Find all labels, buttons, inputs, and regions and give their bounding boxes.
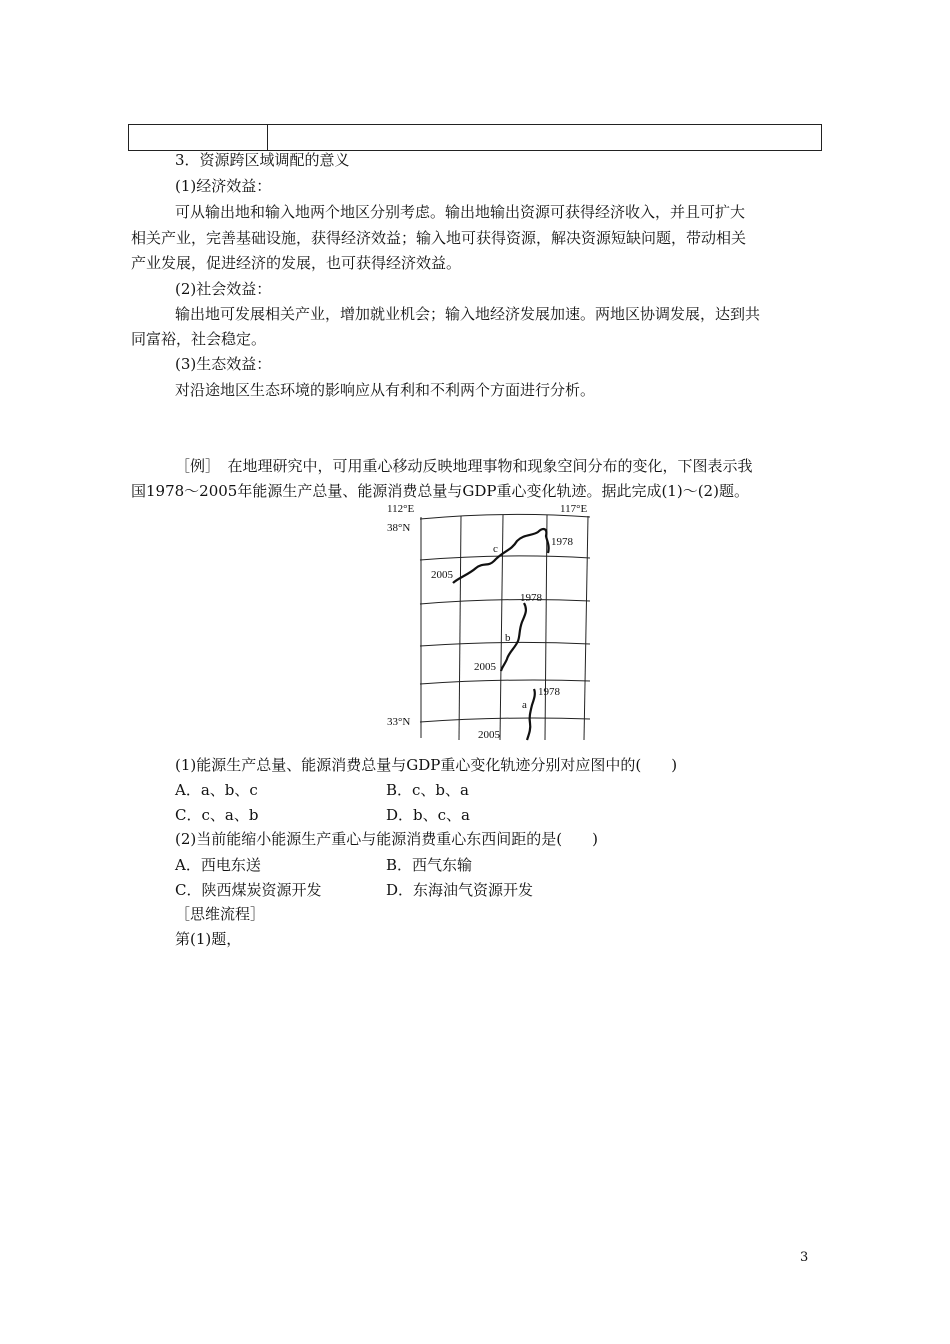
question-1-stem: (1)能源生产总量、能源消费总量与GDP重心变化轨迹分别对应图中的( ): [175, 756, 678, 774]
example-line-2: 国1978～2005年能源生产总量、能源消费总量与GDP重心变化轨迹。据此完成(1)～(2)题。: [131, 482, 749, 500]
thinking-process-title: ［思维流程］: [175, 905, 266, 923]
longitude-label-112: 112°E: [387, 503, 415, 515]
question-2-option-b: B．西气东输: [386, 856, 473, 874]
grid-latitude-line: [420, 514, 590, 519]
econ-line-1: 可从输出地和输入地两个地区分别考虑。输出地输出资源可获得经济收入，并且可扩大: [175, 203, 746, 221]
grid-latitude-line: [420, 556, 590, 560]
grid-longitude-line: [459, 516, 461, 740]
grid-longitude-line: [545, 515, 547, 740]
grid-longitude-line: [500, 515, 503, 740]
econ-line-3: 产业发展，促进经济的发展，也可获得经济效益。: [131, 254, 462, 272]
question-1-option-a: A．a、b、c: [175, 781, 258, 799]
curve-b-end-year: 2005: [474, 661, 496, 673]
grid-latitude-line: [420, 718, 590, 722]
longitude-label-117: 117°E: [560, 503, 588, 515]
social-line-2: 同富裕，社会稳定。: [131, 330, 267, 348]
question-2-option-d: D．东海油气资源开发: [386, 881, 534, 899]
social-title: (2)社会效益：: [175, 280, 272, 298]
grid-latitude-line: [420, 600, 590, 604]
question-2-option-c: C．陕西煤炭资源开发: [175, 881, 322, 899]
eco-title: (3)生态效益：: [175, 355, 272, 373]
trajectory-a: [527, 689, 535, 740]
question-2-option-a: A．西电东送: [175, 856, 261, 874]
econ-line-2: 相关产业，完善基础设施，获得经济效益；输入地可获得资源，解决资源短缺问题，带动相关: [131, 229, 747, 247]
curve-label-c: c: [493, 543, 498, 555]
curve-a-start-year: 1978: [538, 686, 560, 698]
curve-c-end-year: 2005: [431, 569, 453, 581]
econ-title: (1)经济效益：: [175, 177, 272, 195]
thinking-question-1: 第(1)题，: [175, 930, 242, 948]
curve-label-b: b: [505, 632, 511, 644]
curve-c-start-year: 1978: [551, 536, 573, 548]
curve-b-start-year: 1978: [520, 592, 542, 604]
curve-a-end-year: 2005: [478, 729, 500, 741]
latitude-label-33: 33°N: [387, 716, 411, 728]
page-number: 3: [800, 1250, 809, 1265]
question-1-option-c: C．c、a、b: [175, 806, 259, 824]
map-grid: [420, 514, 590, 740]
question-1-option-d: D．b、c、a: [386, 806, 470, 824]
grid-latitude-line: [420, 680, 590, 684]
eco-line-1: 对沿途地区生态环境的影响应从有利和不利两个方面进行分析。: [175, 381, 596, 399]
example-line-1: ［例］ 在地理研究中，可用重心移动反映地理事物和现象空间分布的变化，下图表示我: [175, 457, 753, 475]
latitude-label-38: 38°N: [387, 522, 411, 534]
social-line-1: 输出地可发展相关产业，增加就业机会；输入地经济发展加速。两地区协调发展，达到共: [175, 305, 761, 323]
grid-longitude-line: [584, 516, 588, 740]
section-heading: 3．资源跨区域调配的意义: [175, 151, 350, 169]
question-1-option-b: B．c、b、a: [386, 781, 469, 799]
question-2-stem: (2)当前能缩小能源生产重心与能源消费重心东西间距的是( ): [175, 830, 598, 848]
curve-label-a: a: [522, 699, 527, 711]
